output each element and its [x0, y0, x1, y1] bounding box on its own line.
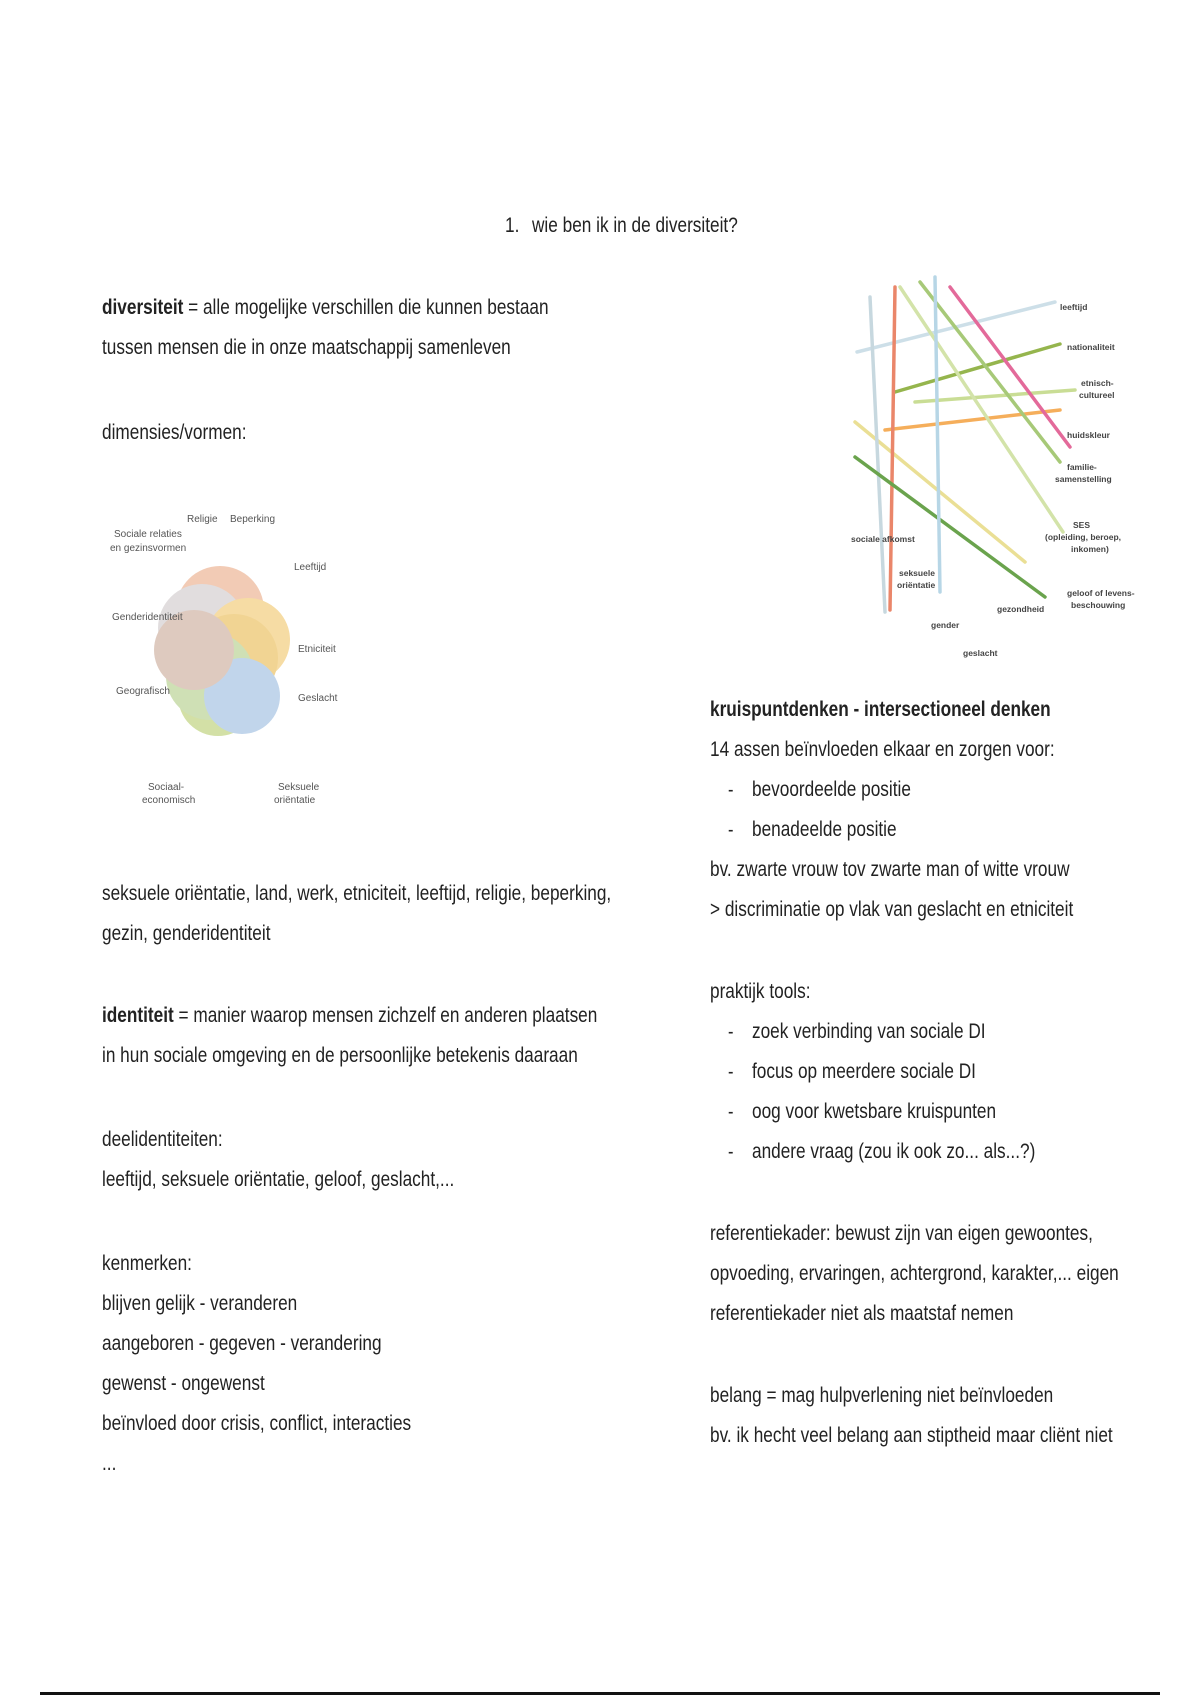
axis-label-etnisch: etnisch- [1081, 378, 1114, 388]
axis-label-huidskleur: huidskleur [1067, 430, 1110, 440]
example-line1: bv. zwarte vrouw tov zwarte man of witte vrouw [710, 858, 1070, 881]
axis-line [915, 390, 1075, 402]
belang-line: belang = mag hulpverlening niet beïnvloeden [710, 1384, 1054, 1407]
venn-label-genderidentiteit: Genderidentiteit [112, 612, 183, 623]
venn-label-sociale-relaties: Sociale relaties [114, 529, 182, 540]
axis-line [890, 287, 895, 610]
identiteit-definition [102, 996, 597, 1036]
identiteit-def-line2: in hun sociale omgeving en de persoonlijke betekenis daaraan [102, 1044, 578, 1067]
venn-label-sociaal: Sociaal- [148, 782, 185, 793]
venn-label-beperking: Beperking [230, 514, 276, 525]
venn-label-seksuele: Seksuele [278, 782, 320, 793]
deelidentiteiten-label: deelidentiteiten: [102, 1128, 223, 1151]
venn-label-religie: Religie [187, 514, 218, 525]
axis-label-orientatie: oriëntatie [897, 580, 936, 590]
bullet-marker: - [728, 779, 734, 801]
intersectional-axes-diagram [845, 272, 1135, 672]
bottom-rule [40, 1692, 1160, 1695]
venn-label-gezinsvormen: en gezinsvormen [110, 543, 187, 554]
venn-label-economisch: economisch [142, 795, 196, 806]
identiteit-term: identiteit [102, 1004, 174, 1027]
example-line2: > discriminatie op vlak van geslacht en etniciteit [710, 898, 1074, 921]
kenmerk-item: blijven gelijk - veranderen [102, 1292, 298, 1315]
kenmerk-item: ... [102, 1452, 117, 1475]
axis-label-ses-detail2: inkomen) [1071, 544, 1109, 554]
axis-label-ses-detail1: (opleiding, beroep, [1045, 532, 1122, 542]
axis-label-sociale-afkomst: sociale afkomst [851, 534, 915, 544]
referentiekader-line: referentiekader niet als maatstaf nemen [710, 1302, 1014, 1325]
bullet-marker: - [728, 819, 734, 841]
kruispunt-bullet: bevoordeelde positie [752, 778, 911, 801]
deelidentiteiten-list: leeftijd, seksuele oriëntatie, geloof, geslacht,... [102, 1168, 455, 1191]
axis-label-geslacht: geslacht [963, 648, 998, 658]
referentiekader-line: opvoeding, ervaringen, achtergrond, karakter,... eigen [710, 1262, 1119, 1285]
identiteit-def-line1: = manier waarop mensen zichzelf en anderen plaatsen [173, 1004, 598, 1027]
axis-label-beschouwing: beschouwing [1071, 600, 1126, 610]
belang-line: bv. ik hecht veel belang aan stiptheid maar cliënt niet [710, 1424, 1113, 1447]
kenmerk-item: gewenst - ongewenst [102, 1372, 265, 1395]
bullet-marker: - [728, 1061, 734, 1083]
axis-label-ses: SES [1073, 520, 1091, 530]
venn-label-geografisch: Geografisch [116, 686, 170, 697]
axis-label-nationaliteit: nationaliteit [1067, 342, 1115, 352]
axis-label-gender: gender [931, 620, 960, 630]
kenmerken-label: kenmerken: [102, 1252, 192, 1275]
axis-label-geloof: geloof of levens- [1067, 588, 1135, 598]
venn-label-geslacht: Geslacht [298, 693, 338, 704]
diversiteit-term: diversiteit [102, 296, 184, 319]
kruispunt-bullet: benadeelde positie [752, 818, 897, 841]
diversiteit-def-line2: tussen mensen die in onze maatschappij samenleven [102, 336, 511, 359]
venn-label-orientatie: oriëntatie [274, 795, 316, 806]
axis-line [950, 287, 1070, 447]
venn-label-leeftijd: Leeftijd [294, 562, 327, 573]
heading-number: 1. [505, 214, 520, 237]
diversiteit-def-line1: = alle mogelijke verschillen die kunnen bestaan [183, 296, 549, 319]
venn-label-etniciteit: Etniciteit [298, 644, 336, 655]
diversiteit-definition [102, 288, 549, 328]
dimensions-venn-diagram [102, 500, 362, 820]
kruispuntdenken-intro: 14 assen beïnvloeden elkaar en zorgen voor: [710, 738, 1055, 761]
axis-label-samenstelling: samenstelling [1055, 474, 1112, 484]
bullet-marker: - [728, 1141, 734, 1163]
axis-line [900, 287, 1063, 532]
bullet-marker: - [728, 1101, 734, 1123]
axis-label-familie: familie- [1067, 462, 1097, 472]
bullet-marker: - [728, 1021, 734, 1043]
tool-item: oog voor kwetsbare kruispunten [752, 1100, 997, 1123]
page-heading: wie ben ik in de diversiteit? [532, 214, 738, 237]
axis-label-cultureel: cultureel [1079, 390, 1115, 400]
axis-label-seksuele: seksuele [899, 568, 935, 578]
tool-item: focus op meerdere sociale DI [752, 1060, 976, 1083]
tool-item: andere vraag (zou ik ook zo... als...?) [752, 1140, 1036, 1163]
referentiekader-line: referentiekader: bewust zijn van eigen gewoontes, [710, 1222, 1093, 1245]
kruispuntdenken-title: kruispuntdenken - intersectioneel denken [710, 698, 1051, 721]
axis-label-gezondheid: gezondheid [997, 604, 1045, 614]
dimensies-label: dimensies/vormen: [102, 421, 247, 444]
axis-label-leeftijd: leeftijd [1060, 302, 1088, 312]
kenmerk-item: aangeboren - gegeven - verandering [102, 1332, 382, 1355]
axis-line [920, 282, 1060, 462]
praktijk-tools-label: praktijk tools: [710, 980, 811, 1003]
tool-item: zoek verbinding van sociale DI [752, 1020, 986, 1043]
axis-line [935, 277, 940, 592]
kenmerk-item: beïnvloed door crisis, conflict, interacties [102, 1412, 412, 1435]
dimensions-list-line1: seksuele oriëntatie, land, werk, etniciteit, leeftijd, religie, beperking, [102, 882, 612, 905]
axis-line [895, 344, 1060, 392]
dimensions-list-line2: gezin, genderidentiteit [102, 922, 271, 945]
